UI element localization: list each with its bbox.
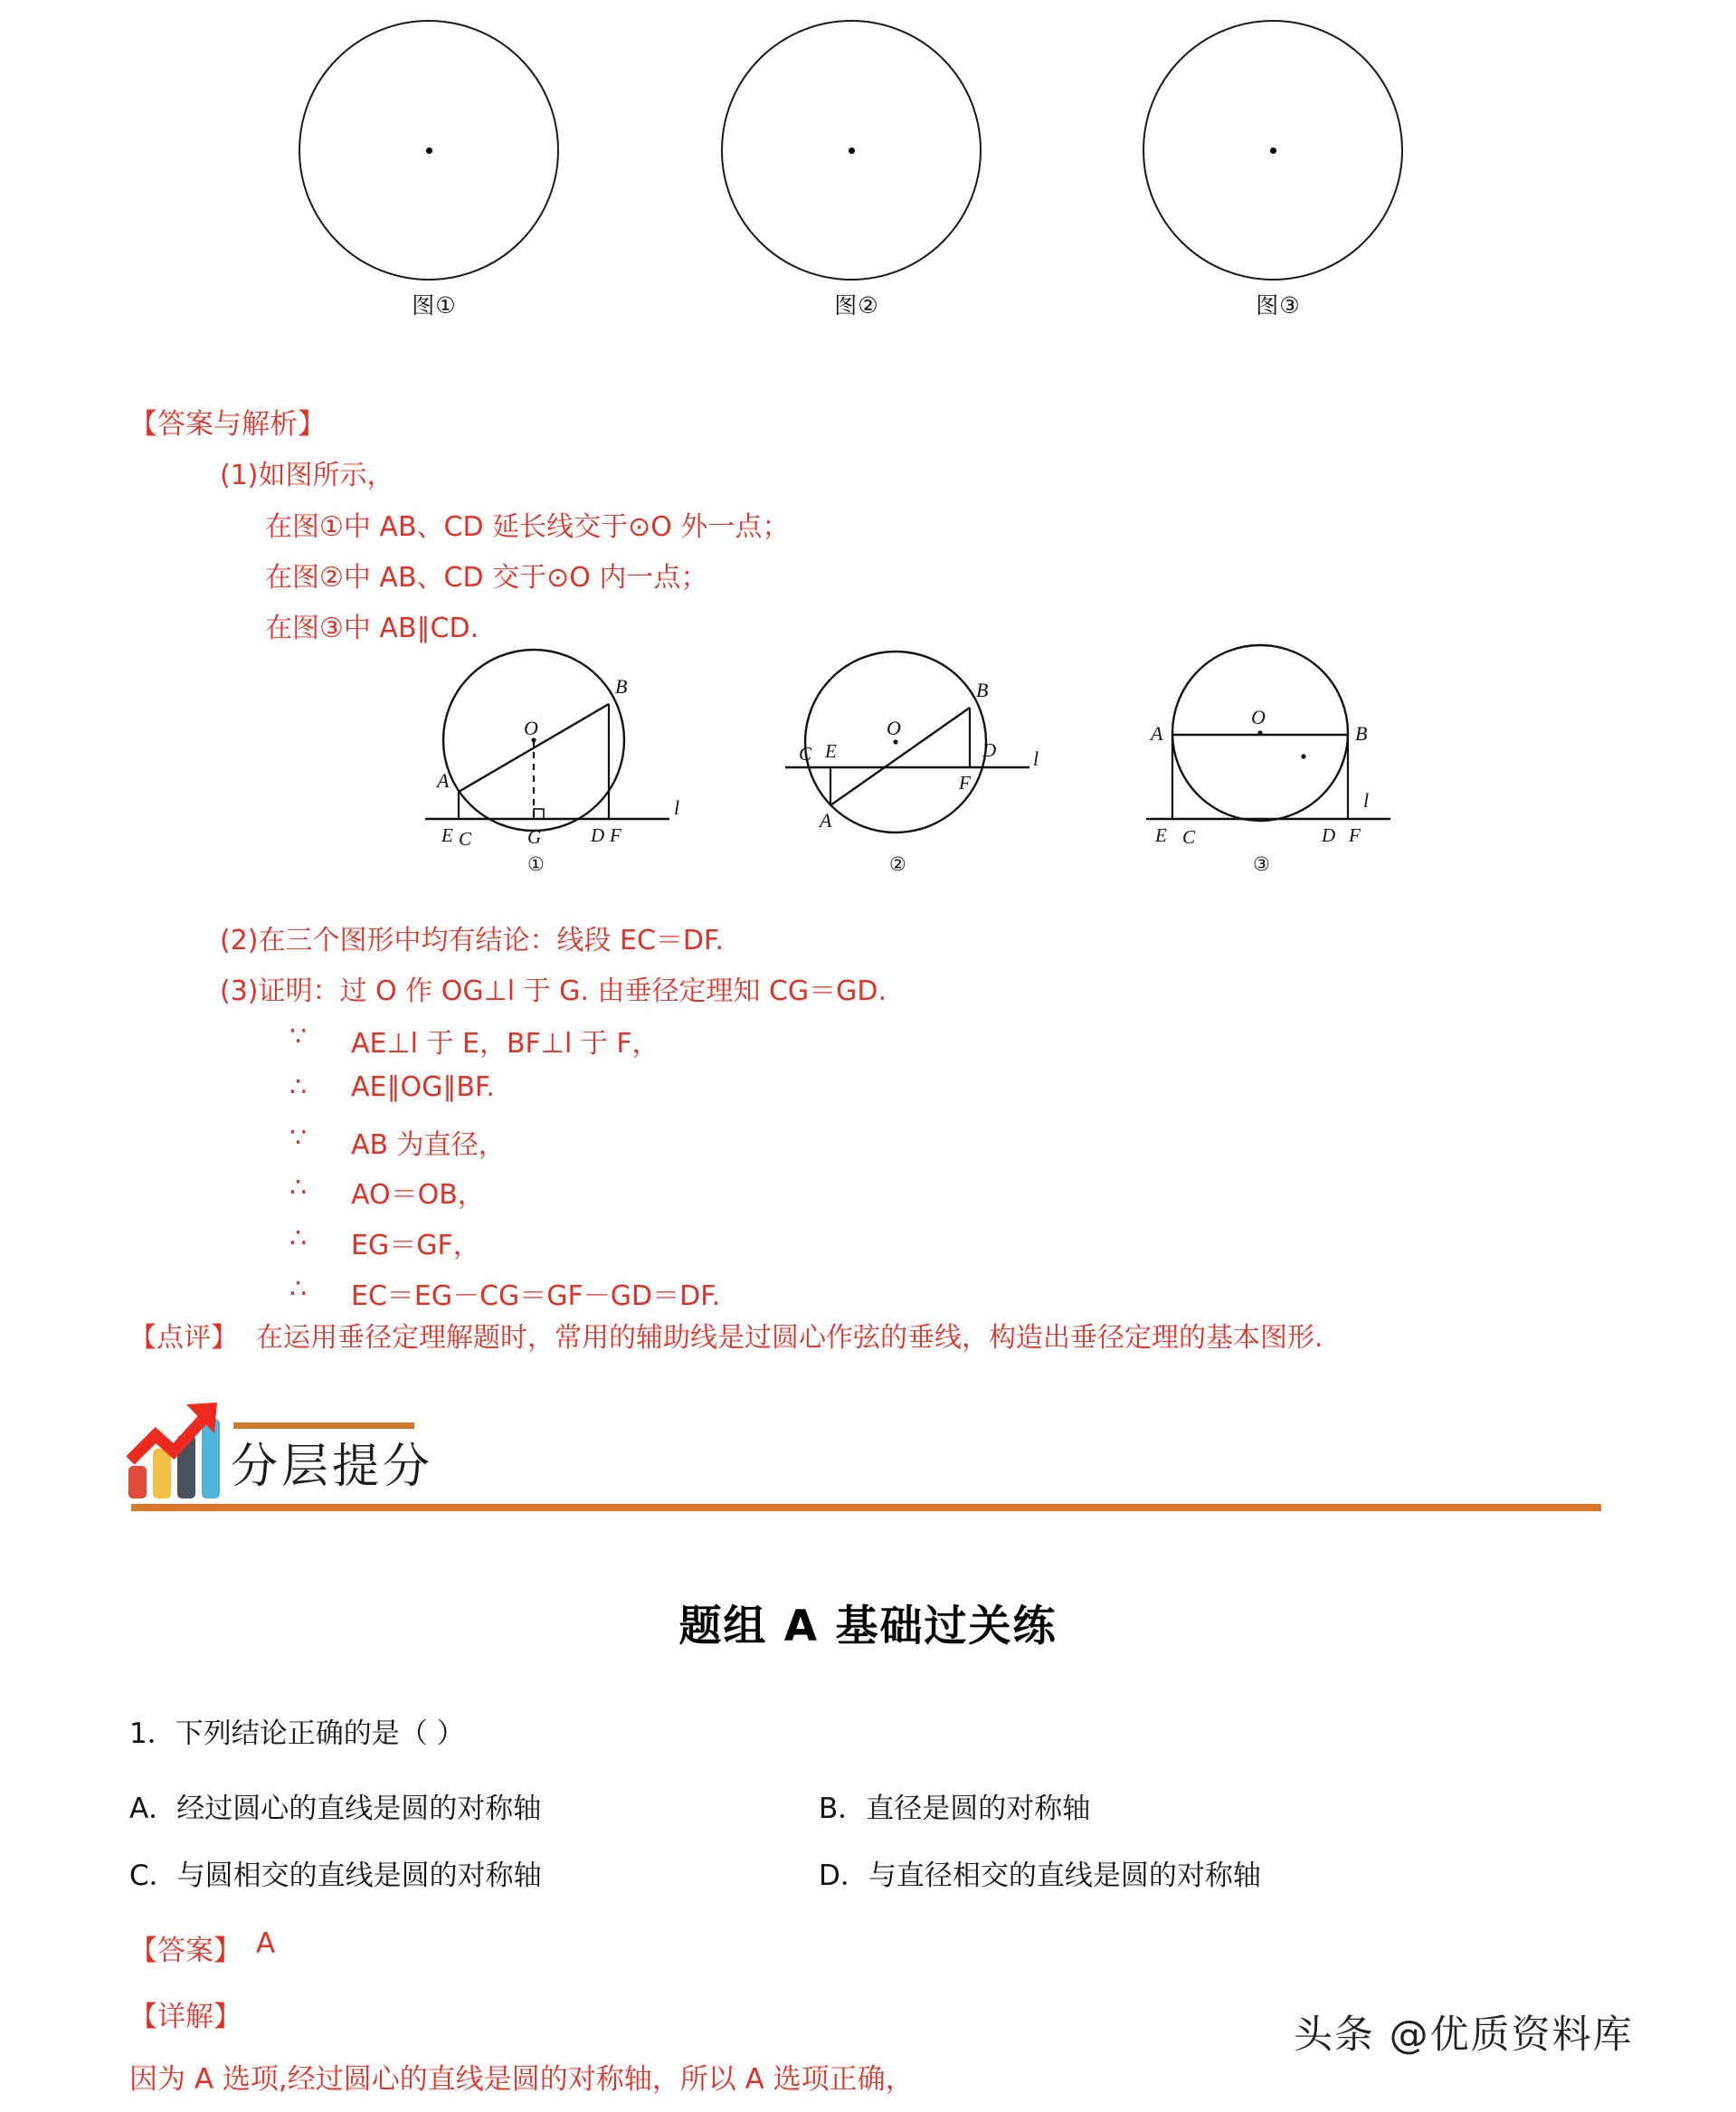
svg-text:①: ①	[527, 853, 545, 875]
solution-conclusion-1: (2)在三个图形中均有结论：线段 EC＝DF.	[220, 925, 725, 956]
geometry-figure-1-svg	[412, 633, 701, 878]
proof-text-6: EC＝EG－CG＝GF－GD＝DF.	[351, 1280, 721, 1312]
option-c[interactable]: C．与圆相交的直线是圆的对称轴	[129, 1860, 542, 1892]
banner-bottom-rule	[131, 1504, 1601, 1511]
detail-text: 因为 A 选项,经过圆心的直线是圆的对称轴，所以 A 选项正确，	[129, 2063, 914, 2096]
svg-text:O: O	[524, 717, 538, 739]
option-d[interactable]: D．与直径相交的直线是圆的对称轴	[819, 1860, 1261, 1892]
top-figure-1	[299, 20, 570, 320]
geometry-figure-1	[412, 633, 701, 878]
geometry-figure-2	[769, 633, 1058, 878]
growth-bar-chart-icon	[127, 1401, 231, 1500]
svg-text:G: G	[527, 826, 542, 848]
svg-text:O: O	[1251, 706, 1266, 728]
circle-center-dot-1	[426, 147, 432, 154]
svg-text:F: F	[610, 824, 621, 846]
svg-text:l: l	[1033, 747, 1039, 770]
solution-line-2: 在图①中 AB、CD 延长线交于⊙O 外一点；	[265, 511, 790, 543]
proof-text-1: AE⊥l 于 E，BF⊥l 于 F，	[351, 1028, 659, 1060]
proof-symbol-4: ∴	[289, 1172, 308, 1203]
proof-symbol-5: ∴	[289, 1222, 308, 1254]
proof-symbol-6: ∴	[289, 1273, 308, 1305]
proof-text-4: AO＝OB，	[351, 1179, 485, 1211]
top-figure-3	[1143, 20, 1414, 320]
geometry-figure-3-svg	[1126, 633, 1416, 878]
top-figures-row	[0, 0, 1736, 362]
solution-line-1: (1)如图所示，	[220, 460, 394, 491]
solution-line-4: 在图③中 AB∥CD.	[265, 613, 479, 644]
solution-conclusion-2: (3)证明：过 O 作 OG⊥l 于 G. 由垂径定理知 CG＝GD.	[220, 975, 887, 1007]
circle-outline-1	[299, 20, 559, 281]
answer-value: A	[256, 1927, 276, 1960]
svg-text:D: D	[1322, 824, 1336, 846]
circle-center-dot-2	[849, 147, 855, 154]
svg-text:A: A	[820, 809, 832, 832]
svg-text:D: D	[982, 739, 997, 761]
proof-symbol-1: ∵	[289, 1021, 308, 1052]
circle-center-dot-3	[1270, 147, 1276, 154]
svg-text:l: l	[674, 796, 680, 819]
geometry-figure-3	[1126, 633, 1416, 878]
circle-outline-3	[1143, 20, 1403, 281]
option-a[interactable]: A．经过圆心的直线是圆的对称轴	[129, 1793, 542, 1825]
svg-text:D: D	[591, 824, 605, 846]
watermark: 头条 @优质资料库	[1294, 2012, 1634, 2058]
svg-text:A: A	[437, 769, 450, 792]
answer-label: 【答案】	[129, 1935, 242, 1967]
svg-text:C: C	[459, 828, 472, 850]
svg-text:C: C	[799, 743, 812, 765]
geometry-figures-row	[0, 624, 1736, 887]
proof-symbol-3: ∵	[289, 1122, 308, 1154]
svg-text:B: B	[615, 675, 628, 698]
svg-text:O: O	[887, 717, 901, 739]
geometry-figure-2-svg	[769, 633, 1058, 878]
svg-text:E: E	[1155, 824, 1167, 846]
circle-outline-2	[721, 20, 982, 281]
svg-text:B: B	[1355, 722, 1368, 745]
answer-analysis-heading: 【答案与解析】	[129, 408, 326, 441]
svg-text:②: ②	[889, 853, 906, 875]
comment-text: 在运用垂径定理解题时，常用的辅助线是过圆心作弦的垂线，构造出垂径定理的基本图形.	[256, 1322, 1323, 1354]
top-figure-caption-2: 图②	[834, 292, 879, 319]
proof-text-3: AB 为直径，	[351, 1129, 506, 1161]
proof-text-5: EG＝GF，	[351, 1230, 480, 1261]
group-title: 题组 A 基础过关练	[678, 1602, 1058, 1651]
svg-text:l: l	[1363, 789, 1370, 812]
svg-text:C: C	[1182, 826, 1196, 848]
detail-label: 【详解】	[129, 2001, 242, 2033]
question-stem: 1．下列结论正确的是（ ）	[129, 1717, 465, 1750]
svg-text:E: E	[825, 740, 837, 762]
svg-text:F: F	[1349, 824, 1361, 846]
top-figure-caption-1: 图①	[412, 292, 457, 319]
comment-label: 【点评】	[129, 1322, 238, 1354]
top-figure-2	[721, 20, 992, 320]
svg-text:F: F	[959, 772, 971, 794]
proof-text-2: AE∥OG∥BF.	[351, 1071, 495, 1103]
option-b[interactable]: B．直径是圆的对称轴	[819, 1793, 1091, 1825]
svg-text:③: ③	[1253, 853, 1270, 875]
banner-title: 分层提分	[231, 1440, 434, 1494]
svg-text:E: E	[441, 824, 453, 846]
proof-symbol-2: ∴	[289, 1071, 308, 1103]
top-figure-caption-3: 图③	[1256, 292, 1301, 319]
svg-text:A: A	[1151, 722, 1163, 745]
solution-line-3: 在图②中 AB、CD 交于⊙O 内一点；	[265, 562, 708, 594]
svg-text:B: B	[976, 679, 989, 701]
